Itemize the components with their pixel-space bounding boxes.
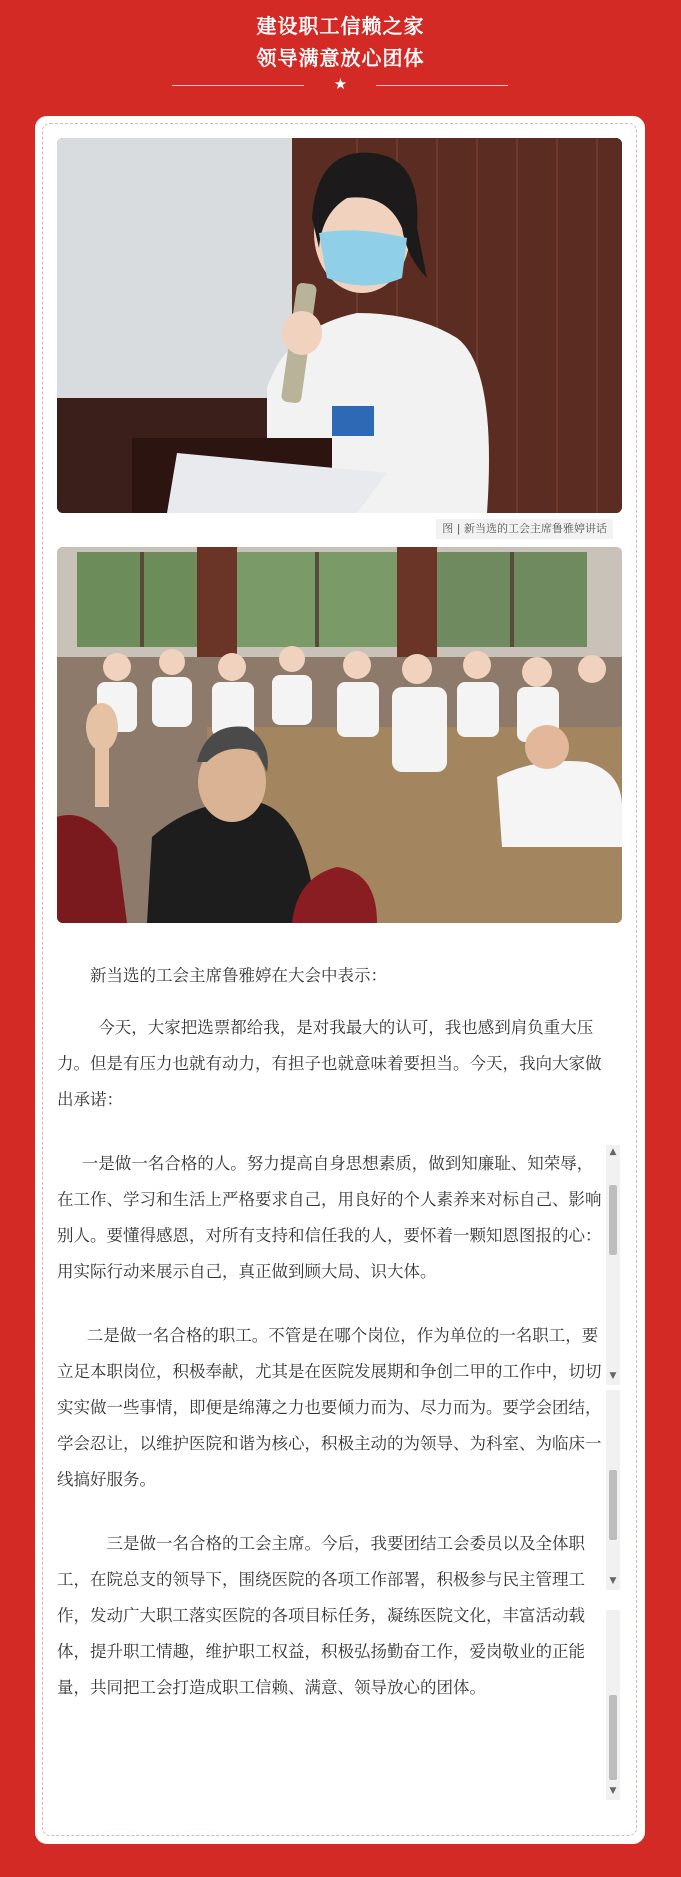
photo-caption: 图 | 新当选的工会主席鲁雅婷讲话 [436, 519, 613, 539]
scroll-down-icon[interactable]: ▼ [609, 1576, 617, 1586]
paragraph-item-2: 二是做一名合格的职工。不管是在哪个岗位，作为单位的一名职工，要立足本职岗位，积极奉献，尤其是在医院发展期和争创二甲的工作中，切切实实做一些事情，即便是绵薄之力也要倾力而为、尽力而为。要学会团结，学会忍让，以维护医院和谐为核心，积极主动的为领导、为科室、为临床一线搞好服务。 [57, 1326, 602, 1489]
scroll-up-icon[interactable]: ▲ [609, 1147, 617, 1157]
audience-photo [57, 547, 622, 923]
divider-left [172, 85, 304, 86]
intro-text: 新当选的工会主席鲁雅婷在大会中表示： [90, 966, 387, 985]
paragraph-item-1: 一是做一名合格的人。努力提高自身思想素质，做到知廉耻、知荣辱，在工作、学习和生活上严格要求自己，用良好的个人素养来对标自己、影响别人。要懂得感恩，对所有支持和信任我的人，要怀着一颗知恩图报的心：用实际行动来展示自己，真正做到顾大局、识大体。 [57, 1154, 602, 1281]
scrollbar-3[interactable] [606, 1610, 620, 1800]
scroll-thumb[interactable] [609, 1695, 617, 1780]
scrollbar-2[interactable] [606, 1390, 620, 1590]
title-line-2: 领导满意放心团体 [256, 46, 425, 70]
scroll-down-icon[interactable]: ▼ [609, 1786, 617, 1796]
speaker-photo [57, 138, 622, 513]
divider-right [376, 85, 508, 86]
intro-paragraph [57, 958, 607, 994]
scrollbar-1[interactable] [606, 1145, 620, 1385]
page-header [0, 0, 681, 110]
scroll-thumb[interactable] [609, 1185, 617, 1255]
star-icon: ★ [333, 75, 348, 93]
paragraph-pledge-intro: 今天，大家把选票都给我，是对我最大的认可，我也感到肩负重大压力。但是有压力也就有动力，有担子也就意味着要担当。今天，我向大家做出承诺： [57, 1018, 602, 1109]
paragraph-item-3: 三是做一名合格的工会主席。今后，我要团结工会委员以及全体职工，在院总支的领导下，围绕医院的各项工作部署，积极参与民主管理工作，发动广大职工落实医院的各项目标任务，凝练医院文化，丰富活动载体，提升职工情趣，维护职工权益，积极弘扬勤奋工作，爱岗敬业的正能量，共同把工会打造成职工信赖、满意、领导放心的团体。 [57, 1534, 585, 1697]
scroll-thumb[interactable] [609, 1470, 617, 1540]
title-line-1: 建设职工信赖之家 [256, 14, 425, 38]
article-body [57, 1010, 607, 1706]
scroll-down-icon[interactable]: ▼ [609, 1371, 617, 1381]
